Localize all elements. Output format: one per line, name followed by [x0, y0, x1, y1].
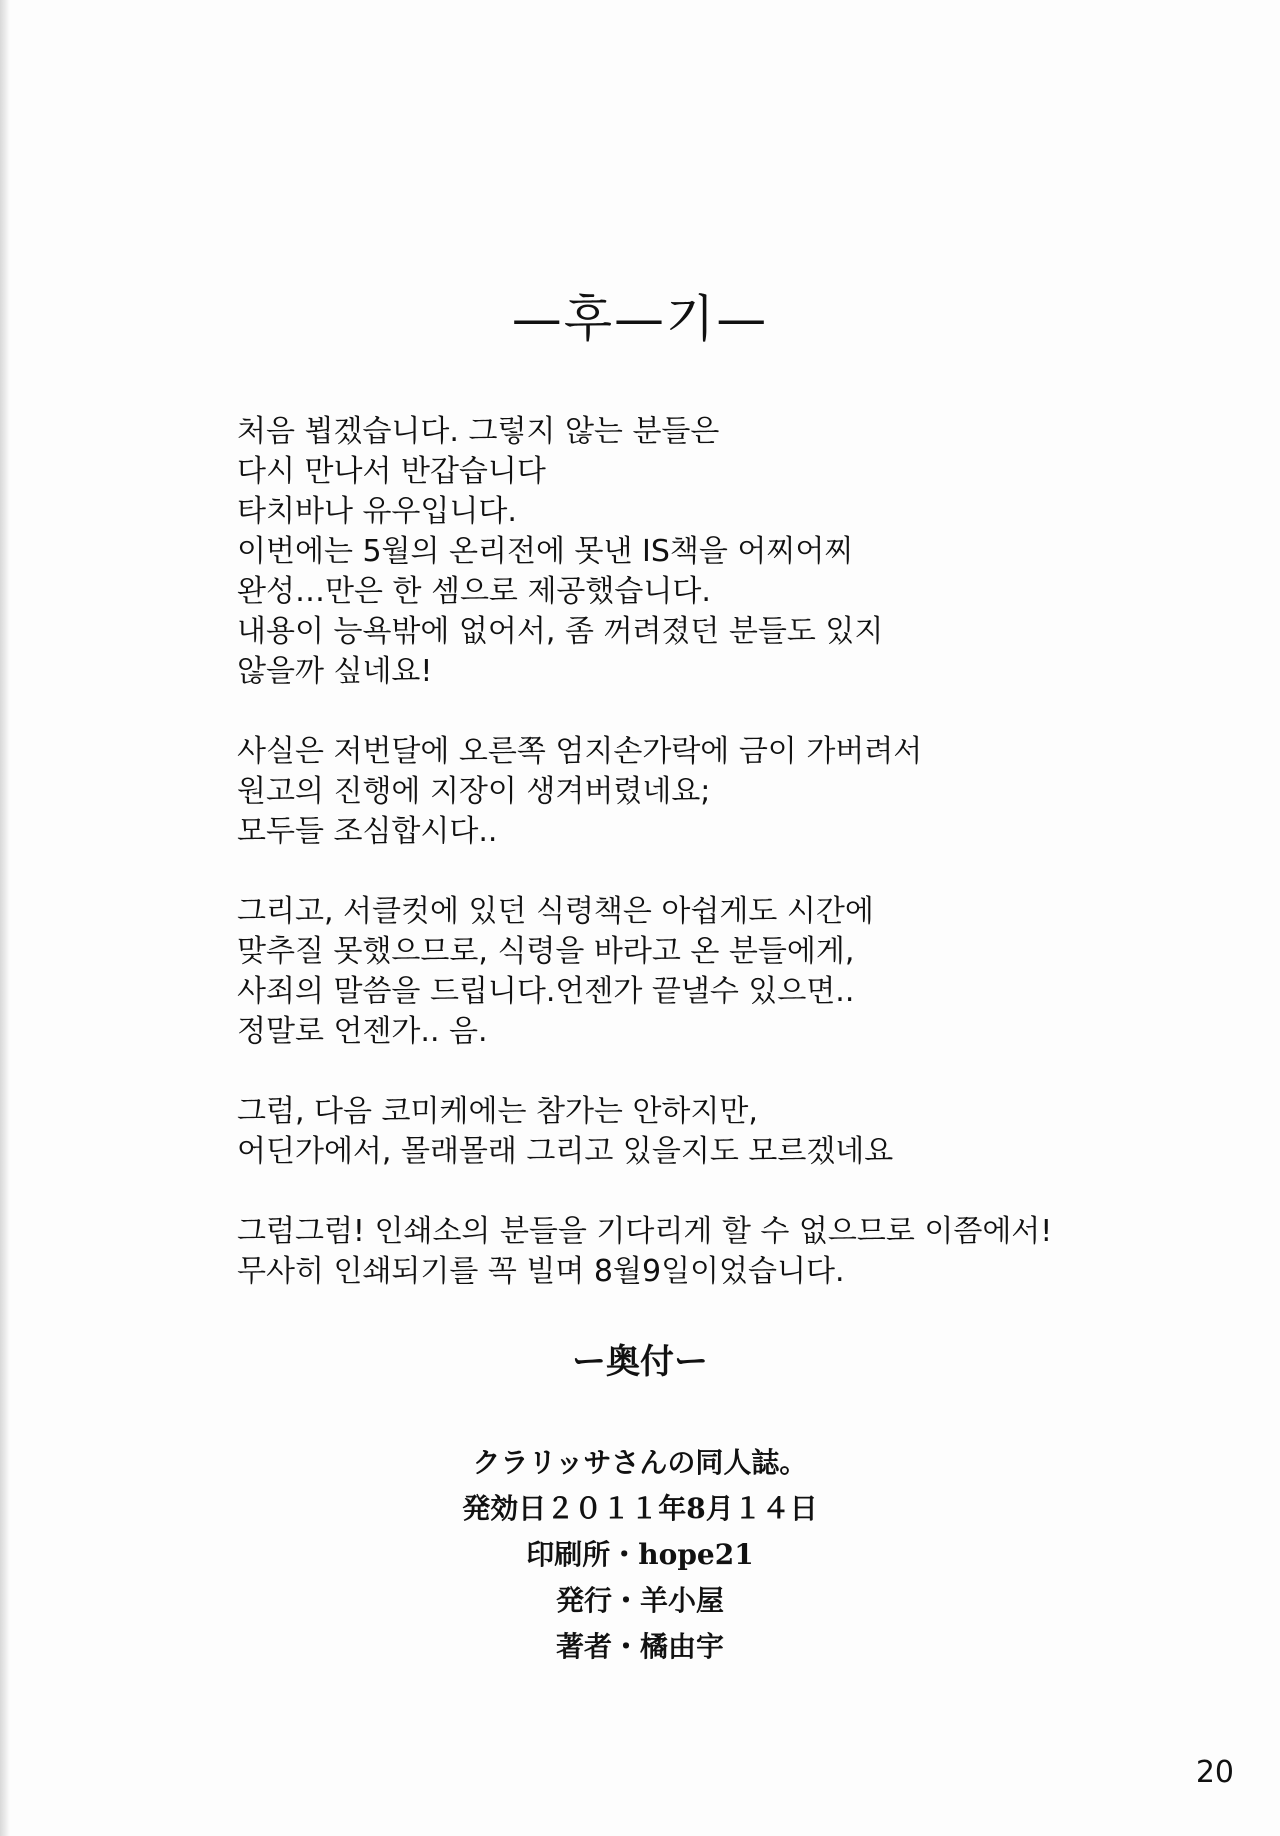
colophon-title: ー奥付ー	[572, 1342, 708, 1382]
text-line: 다시 만나서 반갑습니다	[237, 454, 546, 489]
text-line: 완성…만은 한 셈으로 제공했습니다.	[237, 574, 711, 609]
text-line: 어딘가에서, 몰래몰래 그리고 있을지도 모르겠네요	[237, 1134, 894, 1169]
afterword-title: —후—기—	[511, 290, 769, 348]
text-line: 무사히 인쇄되기를 꼭 빌며 8월9일이었습니다.	[237, 1254, 845, 1289]
colophon	[0, 1440, 1280, 1670]
colophon-line: 発行・羊小屋	[555, 1584, 724, 1617]
colophon-line: 著者・橘由宇	[555, 1630, 724, 1663]
text-line: 처음 뵙겠습니다. 그렇지 않는 분들은	[237, 414, 720, 449]
text-line: 이번에는 5월의 온리전에 못낸 IS책을 어찌어찌	[237, 534, 854, 569]
page-number: 20	[1195, 1755, 1234, 1790]
paragraph	[237, 1212, 1137, 1292]
text-line: 사죄의 말씀을 드립니다.언젠가 끝낼수 있으면..	[237, 974, 855, 1009]
text-line: 않을까 싶네요!	[237, 654, 433, 689]
colophon-line: 印刷所・hope21	[526, 1538, 754, 1571]
afterword-body	[237, 412, 1137, 1332]
text-line: 그럼그럼! 인쇄소의 분들을 기다리게 할 수 없으므로 이쯤에서!	[237, 1214, 1053, 1249]
text-line: 내용이 능욕밖에 없어서, 좀 꺼려졌던 분들도 있지	[237, 614, 884, 649]
colophon-line: 発効日２０１１年8月１４日	[462, 1492, 818, 1525]
paragraph	[237, 732, 1137, 852]
paragraph	[237, 1092, 1137, 1172]
text-line: 사실은 저번달에 오른쪽 엄지손가락에 금이 가버려서	[237, 734, 923, 769]
text-line: 정말로 언젠가.. 음.	[237, 1014, 488, 1049]
text-line: 그리고, 서클컷에 있던 식령책은 아쉽게도 시간에	[237, 894, 874, 929]
paragraph	[237, 892, 1137, 1052]
text-line: 그럼, 다음 코미케에는 참가는 안하지만,	[237, 1094, 758, 1129]
text-line: 타치바나 유우입니다.	[237, 494, 517, 529]
text-line: 원고의 진행에 지장이 생겨버렸네요;	[237, 774, 711, 809]
text-line: 모두들 조심합시다..	[237, 814, 498, 849]
paragraph	[237, 412, 1137, 692]
colophon-line: クラリッサさんの同人誌。	[472, 1446, 808, 1479]
text-line: 맞추질 못했으므로, 식령을 바라고 온 분들에게,	[237, 934, 855, 969]
